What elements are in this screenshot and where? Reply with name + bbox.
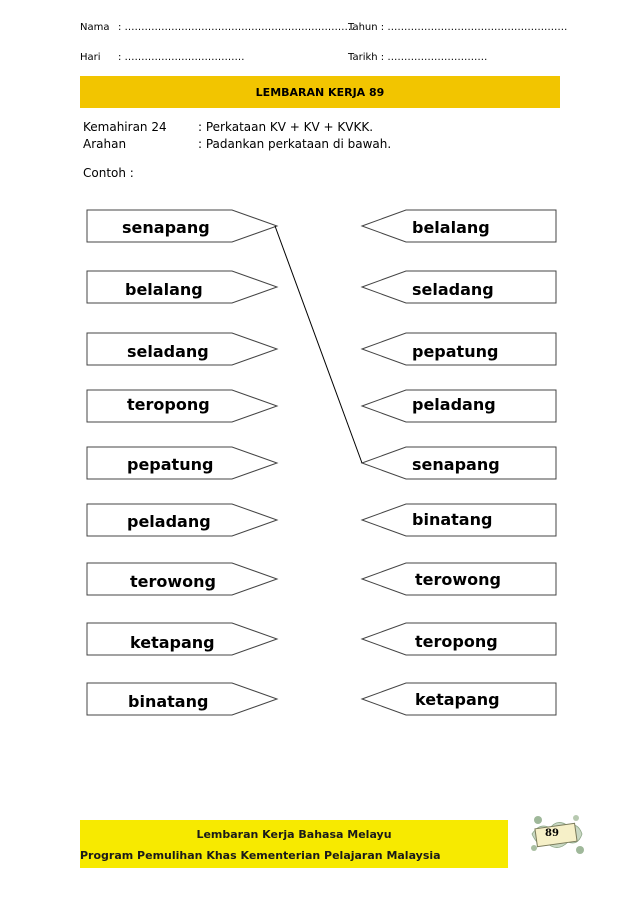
left-word-5[interactable]: pepatung <box>127 455 214 474</box>
kemahiran-value: : Perkataan KV + KV + KVKK. <box>198 120 374 134</box>
footer-bar <box>80 820 508 868</box>
right-word-2[interactable]: seladang <box>412 280 494 299</box>
right-word-3[interactable]: pepatung <box>412 342 499 361</box>
left-word-2[interactable]: belalang <box>125 280 203 299</box>
left-word-4[interactable]: teropong <box>127 395 210 414</box>
hari-label: Hari <box>80 52 101 63</box>
contoh-label: Contoh : <box>83 166 134 180</box>
worksheet-title: LEMBARAN KERJA 89 <box>255 85 385 99</box>
nama-label: Nama <box>80 22 110 33</box>
example-match-line <box>275 226 362 463</box>
nama-field[interactable]: : …………………………………………………………… <box>118 22 355 33</box>
right-word-8[interactable]: teropong <box>415 632 498 651</box>
right-word-7[interactable]: terowong <box>415 570 501 589</box>
kemahiran-label: Kemahiran 24 <box>83 120 167 134</box>
right-word-4[interactable]: peladang <box>412 395 496 414</box>
right-word-9[interactable]: ketapang <box>415 690 500 709</box>
arahan-label: Arahan <box>83 137 127 151</box>
tarikh-field[interactable]: Tarikh : ………………………… <box>348 52 488 63</box>
left-word-8[interactable]: ketapang <box>130 633 215 652</box>
right-word-5[interactable]: senapang <box>412 455 500 474</box>
footer-line-2: Program Pemulihan Khas Kementerian Pelajaran Malaysia <box>80 849 441 862</box>
right-word-6[interactable]: binatang <box>412 510 493 529</box>
tahun-field[interactable]: Tahun : ……………………………………………… <box>348 22 568 33</box>
arahan-value: : Padankan perkataan di bawah. <box>198 137 392 151</box>
left-word-1[interactable]: senapang <box>122 218 210 237</box>
left-word-7[interactable]: terowong <box>130 572 216 591</box>
left-word-9[interactable]: binatang <box>128 692 209 711</box>
hari-field[interactable]: : ……………………………… <box>118 52 245 63</box>
footer-line-1: Lembaran Kerja Bahasa Melayu <box>196 828 392 841</box>
left-word-6[interactable]: peladang <box>127 512 211 531</box>
right-word-1[interactable]: belalang <box>412 218 490 237</box>
left-word-3[interactable]: seladang <box>127 342 209 361</box>
page-number: 89 <box>545 828 559 839</box>
